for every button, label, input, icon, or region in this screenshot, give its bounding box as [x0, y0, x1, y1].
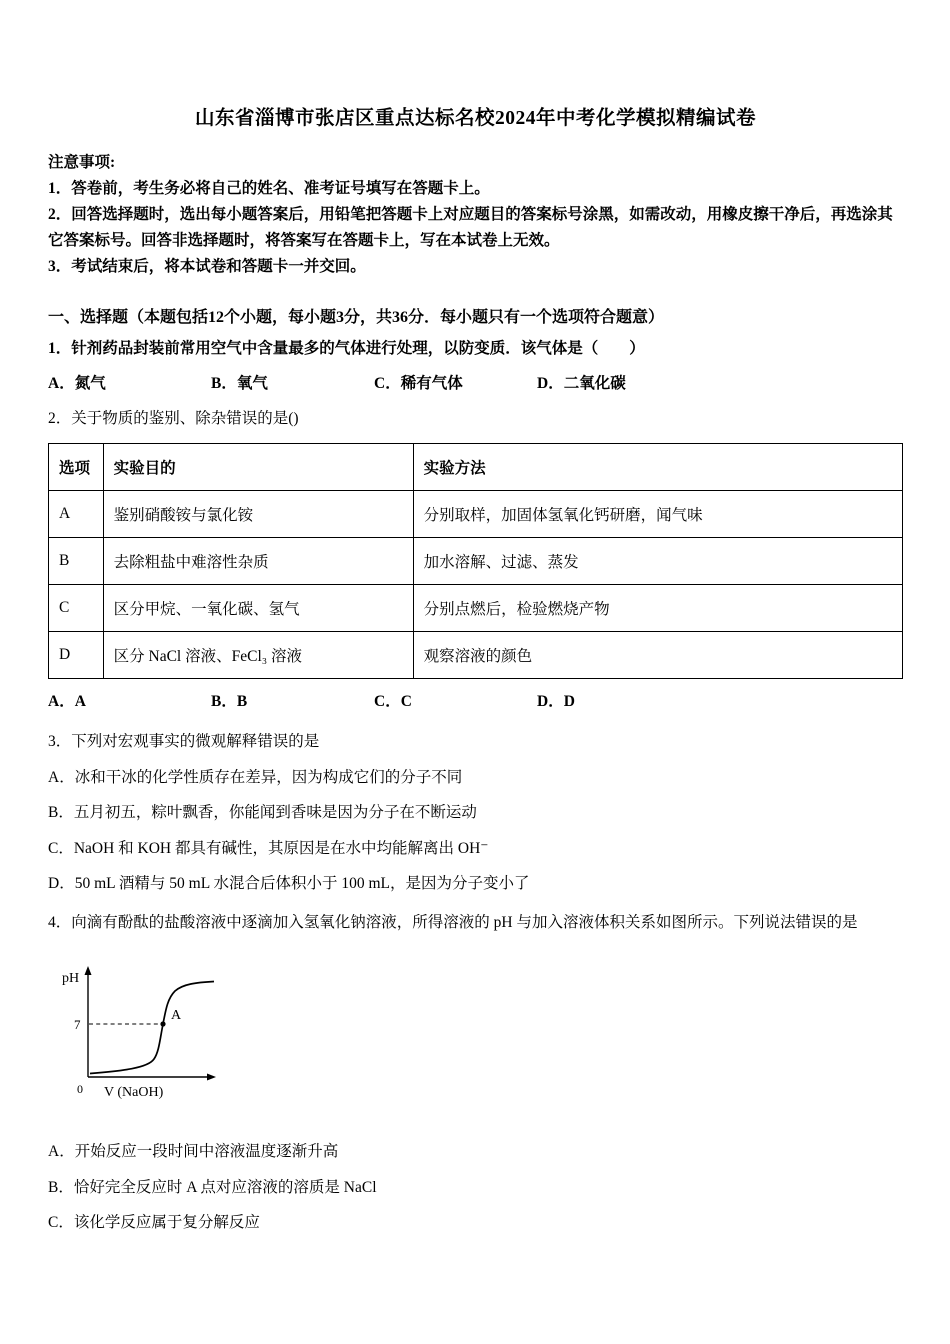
q3-option-b: B．五月初五，粽叶飘香，你能闻到香味是因为分子在不断运动 [48, 804, 477, 822]
q2-table-row-b [49, 538, 903, 585]
q1-option-c: C．稀有气体 [374, 375, 463, 393]
q3-option-d: D．50 mL 酒精与 50 mL 水混合后体积小于 100 mL，是因为分子变小了 [48, 875, 530, 893]
q2-option-a: A．A [48, 693, 86, 711]
titration-curve [90, 982, 214, 1074]
chart-ylabel: pH [62, 971, 80, 987]
q3-option-a: A．冰和干冰的化学性质存在差异，因为构成它们的分子不同 [48, 768, 463, 786]
chart-origin-label: 0 [77, 1082, 83, 1097]
y-axis-arrow-icon [85, 966, 92, 975]
q2-row-d-purpose: 区分 NaCl 溶液、FeCl₃ 溶液 [103, 632, 413, 679]
x-axis-arrow-icon [207, 1074, 216, 1081]
notice-section [48, 150, 903, 280]
section-heading-choice: 一、选择题（本题包括12个小题，每小题3分，共36分．每小题只有一个选项符合题意） [48, 309, 665, 327]
q2-row-a-purpose: 鉴别硝酸铵与氯化铵 [103, 491, 413, 538]
q2-row-b-purpose: 去除粗盐中难溶性杂质 [103, 538, 413, 585]
chart-point-a-label: A [171, 1008, 182, 1024]
question-2-options [48, 689, 903, 711]
q2-table-row-c [49, 585, 903, 632]
point-a-marker [160, 1022, 165, 1027]
q4-option-c: C．该化学反应属于复分解反应 [48, 1214, 260, 1232]
notice-item-2: 2．回答选择题时，选出每小题答案后，用铅笔把答题卡上对应题目的答案标号涂黑，如需改动，用橡皮擦干净后，再选涂其它答案标号。回答非选择题时，将答案写在答题卡上，写在本试卷上无效。 [48, 206, 893, 250]
q1-option-a: A．氮气 [48, 375, 106, 393]
chart-xlabel: V (NaOH) [104, 1085, 164, 1101]
q2-row-d-method: 观察溶液的颜色 [413, 632, 902, 679]
q2-row-a-option: A [49, 491, 104, 538]
question-3-options [48, 767, 903, 896]
q2-row-b-option: B [49, 538, 104, 585]
q1-option-d: D．二氧化碳 [537, 375, 626, 393]
q1-option-b: B．氧气 [211, 375, 268, 393]
question-1-stem: 1．针剂药品封装前常用空气中含量最多的气体进行处理，以防变质．该气体是（ ） [48, 340, 645, 358]
q2-row-a-method: 分别取样，加固体氢氧化钙研磨，闻气味 [413, 491, 902, 538]
q2-table-row-a [49, 491, 903, 538]
q3-option-c: C．NaOH 和 KOH 都具有碱性，其原因是在水中均能解离出 OH⁻ [48, 839, 489, 857]
q2-row-b-method: 加水溶解、过滤、蒸发 [413, 538, 902, 585]
notice-item-3: 3．考试结束后，将本试卷和答题卡一并交回。 [48, 258, 366, 276]
titration-curve-svg [60, 962, 245, 1107]
q2-table-row-d [49, 632, 903, 679]
question-4-stem: 4．向滴有酚酞的盐酸溶液中逐滴加入氢氧化钠溶液，所得溶液的 pH 与加入溶液体积关系如图所示。下列说法错误的是 [48, 913, 858, 931]
q2-table-header-option: 选项 [49, 444, 104, 491]
q2-option-b: B．B [211, 693, 248, 711]
q4-option-a: A．开始反应一段时间中溶液温度逐渐升高 [48, 1143, 339, 1161]
titration-chart [60, 962, 903, 1107]
q2-row-c-purpose: 区分甲烷、一氧化碳、氢气 [103, 585, 413, 632]
q4-option-b: B．恰好完全反应时 A 点对应溶液的溶质是 NaCl [48, 1178, 377, 1196]
question-4 [48, 909, 903, 1235]
q2-row-c-option: C [49, 585, 104, 632]
question-1-options [48, 371, 903, 393]
question-1 [48, 337, 903, 393]
question-2-stem: 2．关于物质的鉴别、除杂错误的是() [48, 410, 299, 428]
question-3-stem: 3．下列对宏观事实的微观解释错误的是 [48, 733, 320, 751]
question-4-options [48, 1141, 903, 1234]
notice-item-1: 1．答卷前，考生务必将自己的姓名、准考证号填写在答题卡上。 [48, 180, 490, 197]
question-3 [48, 731, 903, 895]
q2-row-c-method: 分别点燃后，检验燃烧产物 [413, 585, 902, 632]
notice-heading: 注意事项: [48, 154, 116, 171]
q2-table-header-method: 实验方法 [413, 444, 902, 491]
question-2 [48, 407, 903, 711]
q2-option-d: D．D [537, 693, 575, 711]
q2-table-header-row [49, 444, 903, 491]
q2-option-c: C．C [374, 693, 412, 711]
q2-row-d-option: D [49, 632, 104, 679]
chart-ytick-7: 7 [74, 1017, 81, 1033]
q2-table [48, 443, 903, 679]
q2-table-header-purpose: 实验目的 [103, 444, 413, 491]
paper-title: 山东省淄博市张店区重点达标名校2024年中考化学模拟精编试卷 [194, 108, 756, 129]
